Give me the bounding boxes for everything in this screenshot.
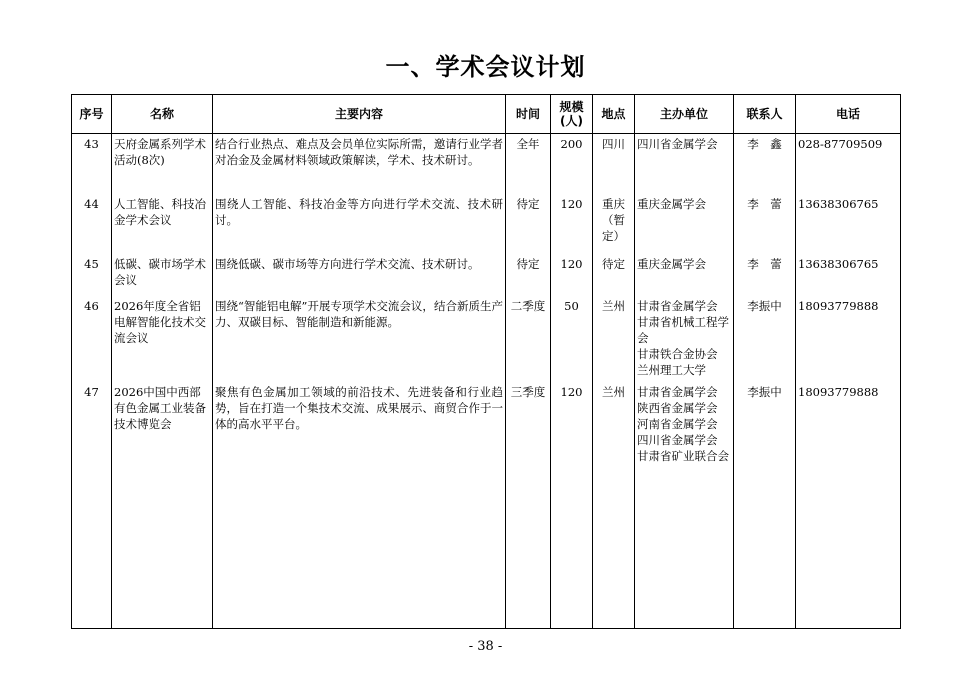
cell-phone: 18093779888: [796, 296, 901, 382]
cell-time: 二季度: [506, 296, 551, 382]
host-line: 重庆金属学会: [637, 257, 706, 271]
host-line: 重庆金属学会: [637, 197, 706, 211]
table-row: [72, 254, 901, 296]
cell-phone: 18093779888: [796, 382, 901, 629]
cell-contact: 李振中: [734, 382, 796, 629]
cell-contact: 李 蕾: [734, 194, 796, 254]
cell-no: 43: [72, 134, 112, 195]
plan-table-container: [71, 94, 900, 629]
cell-time: 待定: [506, 194, 551, 254]
header-content: 主要内容: [213, 95, 506, 134]
header-contact: 联系人: [734, 95, 796, 134]
cell-name: 2026年度全省铝电解智能化技术交流会议: [112, 296, 213, 382]
cell-host: [635, 194, 734, 254]
table-row: [72, 296, 901, 382]
header-scale-line2: (人): [560, 114, 583, 128]
host-line: 陕西省金属学会: [637, 401, 718, 415]
header-name: 名称: [112, 95, 213, 134]
cell-contact: 李振中: [734, 296, 796, 382]
cell-time: 三季度: [506, 382, 551, 629]
cell-content: 聚焦有色金属加工领域的前沿技术、先进装备和行业趋势，旨在打造一个集技术交流、成果展示、商贸合作于一体的高水平平台。: [213, 382, 506, 629]
cell-host: [635, 254, 734, 296]
cell-content: 结合行业热点、难点及会员单位实际所需，邀请行业学者对冶金及金属材料领域政策解读，学术、技术研讨。: [213, 134, 506, 195]
cell-place: 重庆（暂定）: [593, 194, 635, 254]
header-place: 地点: [593, 95, 635, 134]
host-line: 甘肃铁合金协会: [637, 347, 718, 361]
table-header-row: [72, 95, 901, 134]
host-line: 甘肃省机械工程学会: [637, 315, 729, 345]
meeting-plan-table: [71, 94, 901, 629]
cell-phone: 028-87709509: [796, 134, 901, 195]
table-row: [72, 194, 901, 254]
cell-host: [635, 296, 734, 382]
cell-scale: 50: [551, 296, 593, 382]
cell-place: 兰州: [593, 382, 635, 629]
table-row: [72, 134, 901, 195]
header-host: 主办单位: [635, 95, 734, 134]
cell-scale: 120: [551, 194, 593, 254]
cell-scale: 120: [551, 382, 593, 629]
header-phone: 电话: [796, 95, 901, 134]
cell-name: 人工智能、科技冶金学术会议: [112, 194, 213, 254]
cell-scale: 200: [551, 134, 593, 195]
cell-phone: 13638306765: [796, 254, 901, 296]
cell-place: 兰州: [593, 296, 635, 382]
host-line: 四川省金属学会: [637, 433, 718, 447]
header-scale-line1: 规模: [559, 100, 584, 114]
cell-no: 47: [72, 382, 112, 629]
cell-name: 2026中国中西部有色金属工业装备技术博览会: [112, 382, 213, 629]
host-line: 甘肃省矿业联合会: [637, 449, 729, 463]
header-no: 序号: [72, 95, 112, 134]
cell-scale: 120: [551, 254, 593, 296]
cell-contact: 李 鑫: [734, 134, 796, 195]
cell-host: [635, 382, 734, 629]
page-title: 一、学术会议计划: [385, 53, 586, 81]
host-line: 甘肃省金属学会: [637, 299, 718, 313]
host-line: 兰州理工大学: [637, 363, 706, 377]
cell-content: 围绕低碳、碳市场等方向进行学术交流、技术研讨。: [213, 254, 506, 296]
host-line: 河南省金属学会: [637, 417, 718, 431]
cell-place: 四川: [593, 134, 635, 195]
cell-host: [635, 134, 734, 195]
cell-no: 46: [72, 296, 112, 382]
cell-time: 全年: [506, 134, 551, 195]
host-line: 甘肃省金属学会: [637, 385, 718, 399]
table-row: [72, 382, 901, 629]
cell-name: 天府金属系列学术活动(8次): [112, 134, 213, 195]
host-line: 四川省金属学会: [637, 137, 718, 151]
cell-contact: 李 蕾: [734, 254, 796, 296]
header-time: 时间: [506, 95, 551, 134]
page-number: - 38 -: [468, 639, 503, 654]
cell-no: 44: [72, 194, 112, 254]
cell-phone: 13638306765: [796, 194, 901, 254]
cell-content: 围绕“智能铝电解”开展专项学术交流会议，结合新质生产力、双碳目标、智能制造和新能源。: [213, 296, 506, 382]
cell-time: 待定: [506, 254, 551, 296]
header-scale: [551, 95, 593, 134]
cell-content: 围绕人工智能、科技冶金等方向进行学术交流、技术研讨。: [213, 194, 506, 254]
cell-place: 待定: [593, 254, 635, 296]
cell-name: 低碳、碳市场学术会议: [112, 254, 213, 296]
cell-no: 45: [72, 254, 112, 296]
